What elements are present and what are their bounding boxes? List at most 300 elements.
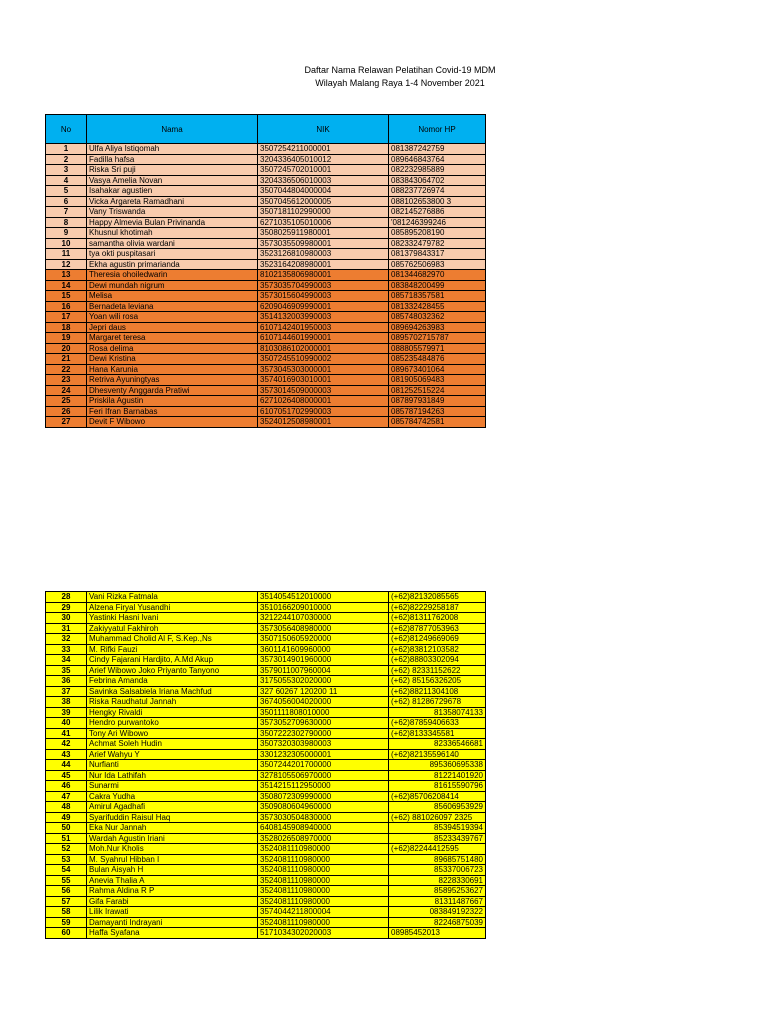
cell-nik: 6209046909990001 [258, 301, 389, 312]
cell-nama: samantha olivia wardani [87, 238, 258, 249]
cell-nama: Melisa [87, 291, 258, 302]
cell-nama: Sunarmi [87, 781, 258, 792]
cell-no: 46 [46, 781, 87, 792]
cell-nama: Amirul Agadhafi [87, 802, 258, 813]
cell-nomor-hp: 081344682970 [389, 270, 486, 281]
cell-nama: Fadilla hafsa [87, 154, 258, 165]
cell-nik: 3524081110980000 [258, 886, 389, 897]
table-row [46, 812, 486, 823]
table-row [46, 301, 486, 312]
cell-nik: 3301232305000001 [258, 749, 389, 760]
table-row [46, 396, 486, 407]
cell-nama: Theresia ohoiledwarin [87, 270, 258, 281]
cell-nomor-hp: 088805579971 [389, 343, 486, 354]
table-row [46, 886, 486, 897]
table-row [46, 728, 486, 739]
cell-nomor-hp: 81358074133 [389, 707, 486, 718]
table-row [46, 844, 486, 855]
table-row [46, 665, 486, 676]
cell-nik: 3524081110980000 [258, 865, 389, 876]
cell-no: 19 [46, 333, 87, 344]
header-no: No [46, 115, 87, 144]
cell-no: 56 [46, 886, 87, 897]
volunteer-table-1 [45, 114, 486, 428]
cell-nama: Eka Nur Jannah [87, 823, 258, 834]
cell-nik: 3514215112950000 [258, 781, 389, 792]
cell-nama: Moh.Nur Kholis [87, 844, 258, 855]
cell-nomor-hp: 85337006723 [389, 865, 486, 876]
cell-no: 52 [46, 844, 87, 855]
cell-no: 15 [46, 291, 87, 302]
cell-nik: 3574044211800004 [258, 907, 389, 918]
cell-nik: 3204336405010012 [258, 154, 389, 165]
cell-no: 22 [46, 364, 87, 375]
volunteer-table-2 [45, 591, 486, 939]
cell-nomor-hp: 08985452013 [389, 928, 486, 939]
cell-nama: Yoan wili rosa [87, 312, 258, 323]
cell-nomor-hp: 085235484876 [389, 354, 486, 365]
table-row [46, 144, 486, 155]
cell-nama: Zakiyyatul Fakhiroh [87, 623, 258, 634]
cell-nomor-hp: 8228330691 [389, 875, 486, 886]
table-row [46, 634, 486, 645]
cell-nik: 6107144601990001 [258, 333, 389, 344]
table-row [46, 385, 486, 396]
cell-nik: 6271026408000001 [258, 396, 389, 407]
cell-nik: 3523164208980001 [258, 259, 389, 270]
cell-nama: Vicka Argareta Ramadhani [87, 196, 258, 207]
cell-no: 28 [46, 592, 87, 603]
cell-nomor-hp: (+62)88211304108 [389, 686, 486, 697]
table-row [46, 238, 486, 249]
table-row [46, 623, 486, 634]
cell-nama: M. Syahrul Hibban I [87, 854, 258, 865]
cell-no: 60 [46, 928, 87, 939]
cell-nomor-hp: '081246399246 [389, 217, 486, 228]
cell-nomor-hp: (+62)85706208414 [389, 791, 486, 802]
cell-no: 29 [46, 602, 87, 613]
cell-nama: Hengky Rivaldi [87, 707, 258, 718]
cell-nomor-hp: 82246875039 [389, 917, 486, 928]
cell-nik: 3528026508970000 [258, 833, 389, 844]
cell-nik: 3507245510990002 [258, 354, 389, 365]
table-row [46, 217, 486, 228]
cell-nomor-hp: 082232985889 [389, 165, 486, 176]
table-row [46, 186, 486, 197]
cell-nik: 3524081110980000 [258, 917, 389, 928]
cell-nama: Vani Rizka Fatmala [87, 592, 258, 603]
table-row [46, 697, 486, 708]
cell-nik: 6271035105010006 [258, 217, 389, 228]
table-row [46, 354, 486, 365]
cell-nomor-hp: 088237726974 [389, 186, 486, 197]
cell-nik: 3573035509980001 [258, 238, 389, 249]
table-row [46, 781, 486, 792]
cell-no: 36 [46, 676, 87, 687]
cell-nama: Devit F Wibowo [87, 417, 258, 428]
cell-no: 44 [46, 760, 87, 771]
cell-nama: Priskila Agustin [87, 396, 258, 407]
cell-nik: 3573056408980000 [258, 623, 389, 634]
table-row [46, 770, 486, 781]
cell-no: 40 [46, 718, 87, 729]
cell-nik: 6107142401950003 [258, 322, 389, 333]
table-row [46, 823, 486, 834]
table-row [46, 207, 486, 218]
cell-no: 57 [46, 896, 87, 907]
cell-no: 9 [46, 228, 87, 239]
table-row [46, 749, 486, 760]
table-row [46, 760, 486, 771]
cell-nik: 3674056004020000 [258, 697, 389, 708]
table-row [46, 686, 486, 697]
cell-nik: 3573052709630000 [258, 718, 389, 729]
cell-nomor-hp: 81615590796 [389, 781, 486, 792]
cell-nik: 8103086102000001 [258, 343, 389, 354]
cell-nomor-hp: 81311487667 [389, 896, 486, 907]
cell-nama: Jepri daus [87, 322, 258, 333]
cell-nama: Bernadeta leviana [87, 301, 258, 312]
cell-no: 39 [46, 707, 87, 718]
cell-nik: 3514132003990003 [258, 312, 389, 323]
cell-no: 50 [46, 823, 87, 834]
table-row [46, 739, 486, 750]
cell-nama: Alzena Firyal Yusandhi [87, 602, 258, 613]
table-row [46, 175, 486, 186]
table-row [46, 718, 486, 729]
cell-nomor-hp: (+62)82132085565 [389, 592, 486, 603]
cell-no: 10 [46, 238, 87, 249]
cell-no: 41 [46, 728, 87, 739]
cell-nik: 3509080604960000 [258, 802, 389, 813]
table-row [46, 291, 486, 302]
header-nik: NIK [258, 115, 389, 144]
cell-no: 26 [46, 406, 87, 417]
cell-nama: Vasya Amelia Novan [87, 175, 258, 186]
cell-nama: Bulan Aisyah H [87, 865, 258, 876]
cell-nik: 3175055302020000 [258, 676, 389, 687]
table-row [46, 592, 486, 603]
table-row [46, 333, 486, 344]
cell-nama: Yastinki Hasni Ivani [87, 613, 258, 624]
cell-nama: Hendro purwantoko [87, 718, 258, 729]
cell-no: 43 [46, 749, 87, 760]
document-title [240, 64, 560, 90]
table-row [46, 228, 486, 239]
cell-nomor-hp: (+62) 82331152622 [389, 665, 486, 676]
cell-no: 38 [46, 697, 87, 708]
cell-nama: Cindy Fajarani Hardjito, A.Md Akup [87, 655, 258, 666]
cell-nama: Gifa Farabi [87, 896, 258, 907]
cell-nik: 3507181102990000 [258, 207, 389, 218]
table-row [46, 917, 486, 928]
table-row [46, 896, 486, 907]
title-line-2: Wilayah Malang Raya 1-4 November 2021 [315, 78, 485, 88]
cell-nama: Khusnul khotimah [87, 228, 258, 239]
cell-nik: 3514054512010000 [258, 592, 389, 603]
table-row [46, 854, 486, 865]
cell-no: 23 [46, 375, 87, 386]
cell-nama: Cakra Yudha [87, 791, 258, 802]
cell-nik: 3573030504830000 [258, 812, 389, 823]
table-row [46, 375, 486, 386]
table-row [46, 406, 486, 417]
header-nama: Nama [87, 115, 258, 144]
cell-no: 24 [46, 385, 87, 396]
cell-nama: Hana Karunia [87, 364, 258, 375]
cell-nik: 3507044804000004 [258, 186, 389, 197]
cell-no: 53 [46, 854, 87, 865]
cell-nomor-hp: 089673401064 [389, 364, 486, 375]
table-row [46, 655, 486, 666]
cell-nik: 3579011007960004 [258, 665, 389, 676]
cell-nik: 3278105506970000 [258, 770, 389, 781]
cell-no: 51 [46, 833, 87, 844]
cell-no: 34 [46, 655, 87, 666]
table-body-1 [46, 144, 486, 428]
cell-no: 45 [46, 770, 87, 781]
cell-no: 49 [46, 812, 87, 823]
cell-nama: Nurfianti [87, 760, 258, 771]
cell-nomor-hp: 89685751480 [389, 854, 486, 865]
cell-nama: Anevia Thalia A [87, 875, 258, 886]
table-header-row [46, 115, 486, 144]
cell-nomor-hp: 081379843317 [389, 249, 486, 260]
cell-no: 5 [46, 186, 87, 197]
cell-nik: 3573035704990003 [258, 280, 389, 291]
cell-nama: Febrina Amanda [87, 676, 258, 687]
cell-nik: 3507244201700000 [258, 760, 389, 771]
cell-nik: 3573014901960000 [258, 655, 389, 666]
cell-nomor-hp: 088102653800 3 [389, 196, 486, 207]
cell-nama: Happy Almevia Bulan Privinanda [87, 217, 258, 228]
cell-no: 1 [46, 144, 87, 155]
title-line-1: Daftar Nama Relawan Pelatihan Covid-19 MDM [304, 65, 496, 75]
cell-nama: M. Rifki Fauzi [87, 644, 258, 655]
cell-nik: 3524081110980000 [258, 896, 389, 907]
cell-nomor-hp: 081332428455 [389, 301, 486, 312]
cell-nik: 3523126810980003 [258, 249, 389, 260]
cell-nama: Rosa delima [87, 343, 258, 354]
cell-no: 16 [46, 301, 87, 312]
table-row [46, 312, 486, 323]
cell-nama: Ulfa Aliya Istiqomah [87, 144, 258, 155]
table-row [46, 417, 486, 428]
cell-no: 55 [46, 875, 87, 886]
cell-nomor-hp: 081905069483 [389, 375, 486, 386]
table-body-2 [46, 592, 486, 939]
table-row [46, 833, 486, 844]
cell-no: 7 [46, 207, 87, 218]
cell-nomor-hp: 083848200499 [389, 280, 486, 291]
cell-nama: Riska Raudhatul Jannah [87, 697, 258, 708]
cell-nomor-hp: 085787194263 [389, 406, 486, 417]
table-row [46, 928, 486, 939]
table-row [46, 802, 486, 813]
cell-nomor-hp: 081252515224 [389, 385, 486, 396]
cell-nomor-hp: (+62)8133345581 [389, 728, 486, 739]
cell-nomor-hp: (+62)82229258187 [389, 602, 486, 613]
cell-no: 35 [46, 665, 87, 676]
cell-nik: 3573045303000001 [258, 364, 389, 375]
cell-nama: Rahma Aldina R P [87, 886, 258, 897]
cell-no: 31 [46, 623, 87, 634]
cell-nik: 3501111808010000 [258, 707, 389, 718]
cell-nik: 3601141609960000 [258, 644, 389, 655]
cell-nama: Dewi mundah nigrum [87, 280, 258, 291]
cell-nomor-hp: 82336546681 [389, 739, 486, 750]
cell-nomor-hp: (+62)82135596140 [389, 749, 486, 760]
cell-nomor-hp: 85606953929 [389, 802, 486, 813]
cell-nomor-hp: 089646843764 [389, 154, 486, 165]
cell-nomor-hp: 085895208190 [389, 228, 486, 239]
table-row [46, 322, 486, 333]
cell-nik: 3507150605920000 [258, 634, 389, 645]
cell-nik: 3524081110980000 [258, 875, 389, 886]
table-row [46, 865, 486, 876]
cell-nama: Dewi Kristina [87, 354, 258, 365]
cell-no: 11 [46, 249, 87, 260]
cell-nik: 3524012508980001 [258, 417, 389, 428]
cell-no: 48 [46, 802, 87, 813]
cell-nama: Syarifuddin Raisul Haq [87, 812, 258, 823]
cell-nama: Vany Triswanda [87, 207, 258, 218]
cell-nik: 5171034302020003 [258, 928, 389, 939]
cell-nomor-hp: 089694263983 [389, 322, 486, 333]
cell-nomor-hp: 082145276886 [389, 207, 486, 218]
cell-no: 6 [46, 196, 87, 207]
cell-nama: Nur Ida Lathifah [87, 770, 258, 781]
table-row [46, 249, 486, 260]
cell-no: 30 [46, 613, 87, 624]
cell-no: 25 [46, 396, 87, 407]
cell-nik: 3507320303980003 [258, 739, 389, 750]
cell-nomor-hp: (+62)83812103582 [389, 644, 486, 655]
cell-nama: Damayanti Indrayani [87, 917, 258, 928]
cell-nik: 3524081110980000 [258, 844, 389, 855]
table-row [46, 644, 486, 655]
cell-nomor-hp: 85394519394 [389, 823, 486, 834]
table-row [46, 165, 486, 176]
cell-nama: tya okti puspitasari [87, 249, 258, 260]
cell-nomor-hp: (+62) 81286729678 [389, 697, 486, 708]
cell-nama: Ekha agustin primarianda [87, 259, 258, 270]
cell-no: 42 [46, 739, 87, 750]
cell-nomor-hp: 082332479782 [389, 238, 486, 249]
cell-nama: Dhesventy Anggarda Pratiwi [87, 385, 258, 396]
table-row [46, 154, 486, 165]
cell-nama: Haffa Syafana [87, 928, 258, 939]
cell-no: 13 [46, 270, 87, 281]
cell-nomor-hp: 085748032362 [389, 312, 486, 323]
table-row [46, 280, 486, 291]
cell-nik: 3507222302790000 [258, 728, 389, 739]
cell-nomor-hp: 083843064702 [389, 175, 486, 186]
cell-nomor-hp: 085784742581 [389, 417, 486, 428]
cell-no: 58 [46, 907, 87, 918]
cell-no: 54 [46, 865, 87, 876]
cell-no: 32 [46, 634, 87, 645]
cell-nama: Muhammad Cholid Al F, S.Kep.,Ns [87, 634, 258, 645]
cell-no: 18 [46, 322, 87, 333]
cell-nik: 327 60267 120200 11 [258, 686, 389, 697]
cell-nik: 3212244107030000 [258, 613, 389, 624]
cell-nik: 3508072309990000 [258, 791, 389, 802]
cell-nama: Margaret teresa [87, 333, 258, 344]
cell-nik: 3510166209010000 [258, 602, 389, 613]
cell-nomor-hp: (+62) 881026097 2325 [389, 812, 486, 823]
cell-nama: Achmat Soleh Hudin [87, 739, 258, 750]
cell-nik: 3508025911980001 [258, 228, 389, 239]
cell-nama: Savinka Salsabiela Iriana Machfud [87, 686, 258, 697]
cell-nama: Tony Ari Wibowo [87, 728, 258, 739]
cell-nomor-hp: (+62)87859406633 [389, 718, 486, 729]
cell-nomor-hp: 085762506983 [389, 259, 486, 270]
cell-no: 12 [46, 259, 87, 270]
cell-nomor-hp: 0895702715787 [389, 333, 486, 344]
cell-nomor-hp: 85233439767 [389, 833, 486, 844]
cell-nik: 6107051702990003 [258, 406, 389, 417]
cell-no: 37 [46, 686, 87, 697]
cell-nik: 3507254211000001 [258, 144, 389, 155]
table-row [46, 343, 486, 354]
table-row [46, 613, 486, 624]
cell-nomor-hp: 895360695338 [389, 760, 486, 771]
cell-no: 3 [46, 165, 87, 176]
cell-no: 47 [46, 791, 87, 802]
cell-nomor-hp: 087897931849 [389, 396, 486, 407]
cell-nomor-hp: (+62) 85156326205 [389, 676, 486, 687]
cell-nomor-hp: (+62)88803302094 [389, 655, 486, 666]
cell-nama: Feri Ifran Barnabas [87, 406, 258, 417]
cell-nama: Retriva Ayuningtyas [87, 375, 258, 386]
cell-nomor-hp: 85895253627 [389, 886, 486, 897]
cell-nik: 3573014509000003 [258, 385, 389, 396]
cell-nomor-hp: (+62)81311762008 [389, 613, 486, 624]
cell-no: 4 [46, 175, 87, 186]
header-nomor-hp: Nomor HP [389, 115, 486, 144]
cell-nomor-hp: (+62)81249669069 [389, 634, 486, 645]
cell-nomor-hp: 81221401920 [389, 770, 486, 781]
cell-nik: 3524081110980000 [258, 854, 389, 865]
cell-nik: 3204336506010003 [258, 175, 389, 186]
cell-nik: 3507245702010001 [258, 165, 389, 176]
cell-no: 20 [46, 343, 87, 354]
cell-nik: 3573015604990003 [258, 291, 389, 302]
table-row [46, 676, 486, 687]
cell-nik: 3507045612000005 [258, 196, 389, 207]
cell-nik: 3574016903010001 [258, 375, 389, 386]
table-row [46, 602, 486, 613]
cell-nomor-hp: (+62)87877053963 [389, 623, 486, 634]
cell-nama: Wardah Agustin Iriani [87, 833, 258, 844]
table-row [46, 270, 486, 281]
cell-nomor-hp: (+62)82244412595 [389, 844, 486, 855]
cell-nama: Lilik Irawati [87, 907, 258, 918]
cell-no: 27 [46, 417, 87, 428]
cell-nama: Riska Sri puji [87, 165, 258, 176]
cell-no: 33 [46, 644, 87, 655]
cell-nama: Arief Wibowo Joko Priyanto Tanyono [87, 665, 258, 676]
cell-no: 17 [46, 312, 87, 323]
table-row [46, 907, 486, 918]
cell-no: 14 [46, 280, 87, 291]
cell-nik: 8102135806980001 [258, 270, 389, 281]
cell-no: 8 [46, 217, 87, 228]
table-row [46, 364, 486, 375]
cell-nomor-hp: 081387242759 [389, 144, 486, 155]
cell-nama: Isahakar agustien [87, 186, 258, 197]
